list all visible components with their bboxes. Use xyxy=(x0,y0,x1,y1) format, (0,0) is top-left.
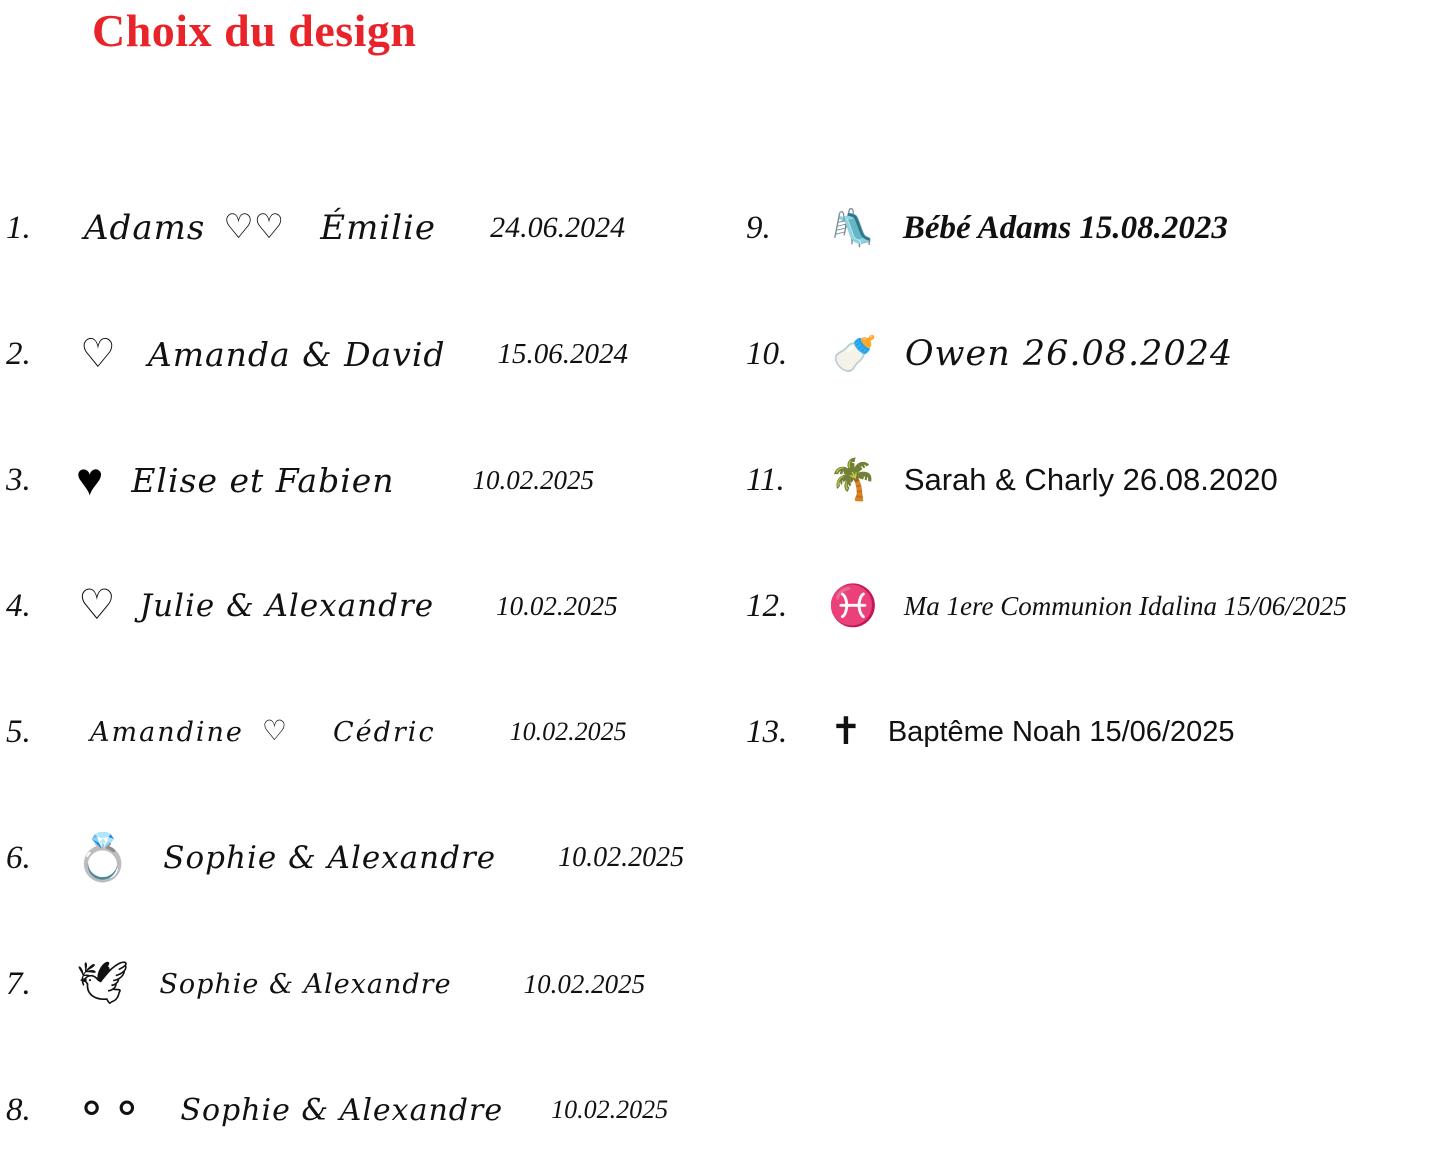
baby-bottle-icon: 🍼 xyxy=(832,334,877,374)
item-number: 13. xyxy=(746,713,788,750)
double-heart-icon: ♡♡ xyxy=(223,209,285,246)
item-date: 10.02.2025 xyxy=(558,842,685,873)
dove-icon: 🕊 xyxy=(76,961,130,1007)
list-item[interactable] xyxy=(0,543,720,669)
list-item[interactable] xyxy=(740,543,1445,669)
item-number: 8. xyxy=(6,1091,31,1128)
item-date: 10.02.2025 xyxy=(551,1095,669,1124)
list-item[interactable] xyxy=(0,921,720,1047)
item-date: 10.02.2025 xyxy=(472,464,595,495)
palm-tree-icon: 🌴 xyxy=(828,457,878,502)
item-date: 10.02.2025 xyxy=(509,717,627,746)
item-name-first: Elise et Fabien xyxy=(131,460,395,500)
communion-chalice-icon: ♓ xyxy=(828,583,878,628)
item-date: 10.02.2025 xyxy=(523,968,646,999)
item-name-first: Sophie & Alexandre xyxy=(159,968,452,1000)
list-item[interactable] xyxy=(740,417,1445,543)
heart-outline-icon: ♡ xyxy=(78,583,116,629)
heart-outline-small-icon: ♡ xyxy=(261,716,287,747)
list-item[interactable] xyxy=(740,291,1445,417)
item-name-first: Adams xyxy=(84,208,206,248)
item-date: 10.02.2025 xyxy=(496,590,618,621)
cross-icon: ✝ xyxy=(830,711,862,753)
item-name-second: Cédric xyxy=(332,716,436,748)
list-item[interactable] xyxy=(740,165,1445,291)
list-item[interactable] xyxy=(0,165,720,291)
item-number: 7. xyxy=(6,965,31,1002)
heart-filled-icon: ♥ xyxy=(76,454,104,505)
item-body xyxy=(62,543,720,669)
item-name-first: Sophie & Alexandre xyxy=(180,1092,504,1128)
item-number: 1. xyxy=(6,209,31,246)
item-text: Sarah & Charly 26.08.2020 xyxy=(903,462,1278,497)
item-date: 24.06.2024 xyxy=(490,211,626,244)
item-text: Owen 26.08.2024 xyxy=(904,334,1234,374)
item-number: 12. xyxy=(746,587,788,624)
item-body xyxy=(62,417,720,543)
item-body xyxy=(62,291,720,417)
item-name-first: Julie & Alexandre xyxy=(139,588,435,624)
item-number: 6. xyxy=(6,839,31,876)
item-body xyxy=(62,795,720,921)
item-number: 10. xyxy=(746,335,788,372)
item-name-second: Émilie xyxy=(320,208,437,248)
item-number: 3. xyxy=(6,461,31,498)
item-text: Baptême Noah 15/06/2025 xyxy=(887,715,1235,748)
item-body xyxy=(818,417,1445,543)
list-item[interactable] xyxy=(740,669,1445,795)
item-body xyxy=(818,669,1445,795)
wedding-rings-icon: ⚬⚬ xyxy=(74,1087,145,1133)
list-item[interactable] xyxy=(0,291,720,417)
interlocking-rings-icon: 💍 xyxy=(74,832,132,883)
item-body xyxy=(62,165,720,291)
item-body xyxy=(818,165,1445,291)
item-body xyxy=(62,921,720,1047)
item-number: 9. xyxy=(746,209,771,246)
heart-outline-icon: ♡ xyxy=(80,331,116,376)
page-title: Choix du design xyxy=(92,5,417,56)
item-body xyxy=(62,669,720,795)
item-text: Ma 1ere Communion Idalina 15/06/2025 xyxy=(903,590,1347,621)
item-number: 5. xyxy=(6,713,31,750)
item-name-first: Amandine xyxy=(90,716,244,748)
item-number: 4. xyxy=(6,587,31,624)
item-body xyxy=(818,291,1445,417)
list-item[interactable] xyxy=(0,795,720,921)
list-item[interactable] xyxy=(0,1047,720,1173)
list-item[interactable] xyxy=(0,417,720,543)
item-name-first: Amanda & David xyxy=(147,334,446,374)
item-date: 15.06.2024 xyxy=(497,337,629,370)
item-number: 2. xyxy=(6,335,31,372)
design-list-right xyxy=(740,165,1445,795)
baby-stroller-icon: 🛝 xyxy=(830,208,875,248)
item-body xyxy=(818,543,1445,669)
item-name-first: Sophie & Alexandre xyxy=(163,840,497,876)
item-body xyxy=(62,1047,720,1173)
item-number: 11. xyxy=(746,461,785,498)
item-text: Bébé Adams 15.08.2023 xyxy=(902,209,1228,246)
design-list-left xyxy=(0,165,720,1173)
list-item[interactable] xyxy=(0,669,720,795)
